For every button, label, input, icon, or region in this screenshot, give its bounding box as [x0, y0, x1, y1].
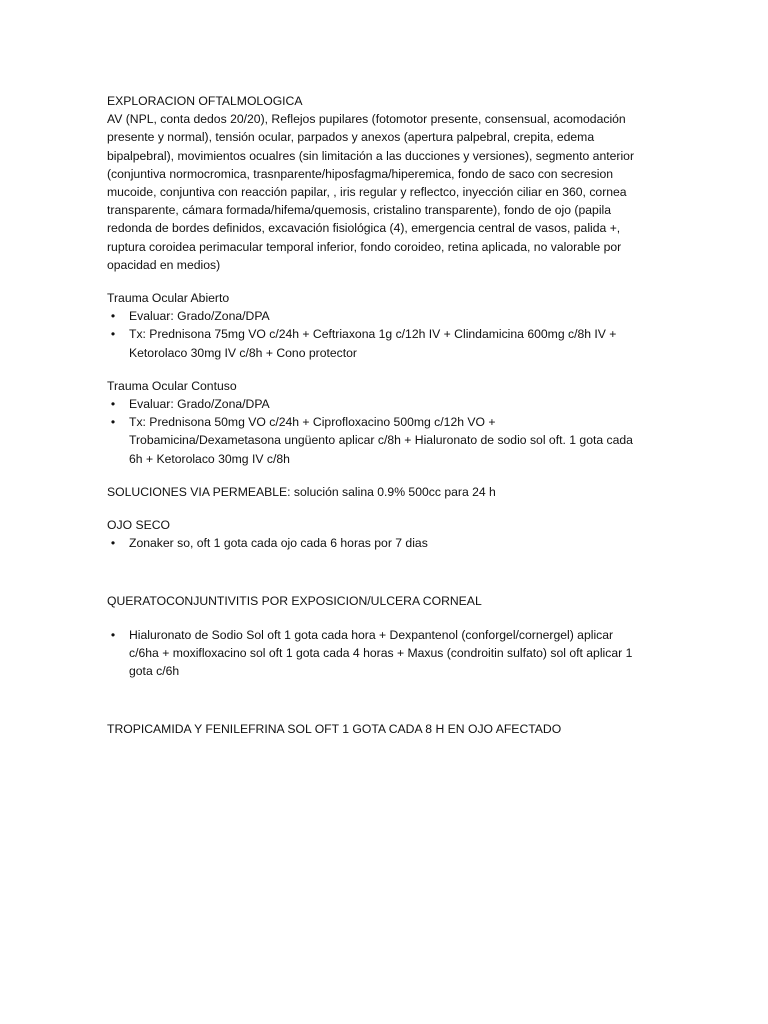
- bullet-icon: [108, 307, 118, 325]
- list-item-line: c/6ha + moxifloxacino sol oft 1 gota cada 4 horas + Maxus (condroitin sulfato) sol oft aplicar 1: [129, 645, 633, 660]
- paragraph-line: transparente, cámara formada/hifema/quemosis, cristalino transparente), fondo de ojo (papila: [107, 203, 612, 218]
- spacer: [107, 274, 667, 289]
- soluciones-text: SOLUCIONES VIA PERMEABLE: solución salina 0.9% 500cc para 24 h: [107, 484, 496, 499]
- paragraph-line: presente y normal), tensión ocular, parpados y anexos (apertura palpebral, crepita, edema: [107, 130, 595, 145]
- spacer: [107, 501, 667, 516]
- list-item: [107, 395, 667, 413]
- bullet-icon: [108, 626, 118, 644]
- tropicamida-text: TROPICAMIDA Y FENILEFRINA SOL OFT 1 GOTA CADA 8 H EN OJO AFECTADO: [107, 722, 562, 737]
- spacer: [107, 468, 667, 483]
- paragraph-line: opacidad en medios): [107, 257, 221, 272]
- list-item-line: Hialuronato de Sodio Sol oft 1 gota cada hora + Dexpantenol (conforgel/cornergel) aplicar: [129, 627, 614, 642]
- list-item-line: Ketorolaco 30mg IV c/8h + Cono protector: [129, 345, 357, 360]
- bullet-icon: [108, 395, 118, 413]
- bullet-list: [107, 626, 667, 681]
- paragraph-line: bipalpebral), movimientos ocualres (sin limitación a las ducciones y versiones), segmento anterior: [107, 148, 635, 163]
- section-soluciones: [107, 483, 667, 501]
- list-item-line: Evaluar: Grado/Zona/DPA: [129, 397, 270, 412]
- section-ojo-seco: [107, 516, 667, 552]
- list-item: [107, 534, 667, 552]
- list-item-line: 6h + Ketorolaco 30mg IV c/8h: [129, 451, 290, 466]
- section-tropicamida: [107, 720, 667, 738]
- paragraph-line: ruptura coroidea perimacular temporal inferior, fondo coroideo, retina aplicada, no valorable por: [107, 239, 622, 254]
- bullet-list: [107, 307, 667, 362]
- bullet-icon: [108, 534, 118, 552]
- list-item: [107, 413, 667, 468]
- list-item-line: Trobamicina/Dexametasona ungüento aplicar c/8h + Hialuronato de sodio sol oft. 1 gota cada: [129, 433, 633, 448]
- paragraph-line: (conjuntiva normocromica, trasnparente/hiposfagma/hiperemica, fondo de saco con secresion: [107, 166, 614, 181]
- list-item: [107, 307, 667, 325]
- bullet-icon: [108, 325, 118, 343]
- list-item: [107, 626, 667, 681]
- paragraph-line: AV (NPL, conta dedos 20/20), Reflejos pupilares (fotomotor presente, consensual, acomodación: [107, 112, 626, 127]
- list-item-line: Tx: Prednisona 50mg VO c/24h + Ciprofloxacino 500mg c/12h VO +: [129, 415, 496, 430]
- list-item-line: Tx: Prednisona 75mg VO c/24h + Ceftriaxona 1g c/12h IV + Clindamicina 600mg c/8h IV +: [129, 327, 617, 342]
- section-title: Trauma Ocular Abierto: [107, 291, 230, 306]
- bullet-list: [107, 395, 667, 468]
- list-item-line: Zonaker so, oft 1 gota cada ojo cada 6 horas por 7 dias: [129, 536, 428, 551]
- spacer: [107, 611, 667, 626]
- document-page: [107, 92, 667, 738]
- paragraph-line: redonda de bordes definidos, excavación fisiológica (4), emergencia central de vasos, palida +,: [107, 221, 621, 236]
- bullet-icon: [108, 413, 118, 431]
- section-exploracion: [107, 92, 667, 274]
- section-title: OJO SECO: [107, 518, 170, 533]
- section-trauma-abierto: [107, 289, 667, 362]
- list-item-line: gota c/6h: [129, 664, 180, 679]
- section-title: Trauma Ocular Contuso: [107, 378, 237, 393]
- spacer: [107, 680, 667, 720]
- section-title: QUERATOCONJUNTIVITIS POR EXPOSICION/ULCERA CORNEAL: [107, 594, 482, 609]
- spacer: [107, 362, 667, 377]
- section-trauma-contuso: [107, 377, 667, 468]
- list-item-line: Evaluar: Grado/Zona/DPA: [129, 309, 270, 324]
- spacer: [107, 552, 667, 592]
- section-title: EXPLORACION OFTALMOLOGICA: [107, 94, 303, 108]
- bullet-list: [107, 534, 667, 552]
- list-item: [107, 325, 667, 361]
- paragraph-line: mucoide, conjuntiva con reacción papilar, , iris regular y reflectco, inyección ciliar en 360, cornea: [107, 185, 627, 200]
- section-queratoconjuntivitis: [107, 592, 667, 680]
